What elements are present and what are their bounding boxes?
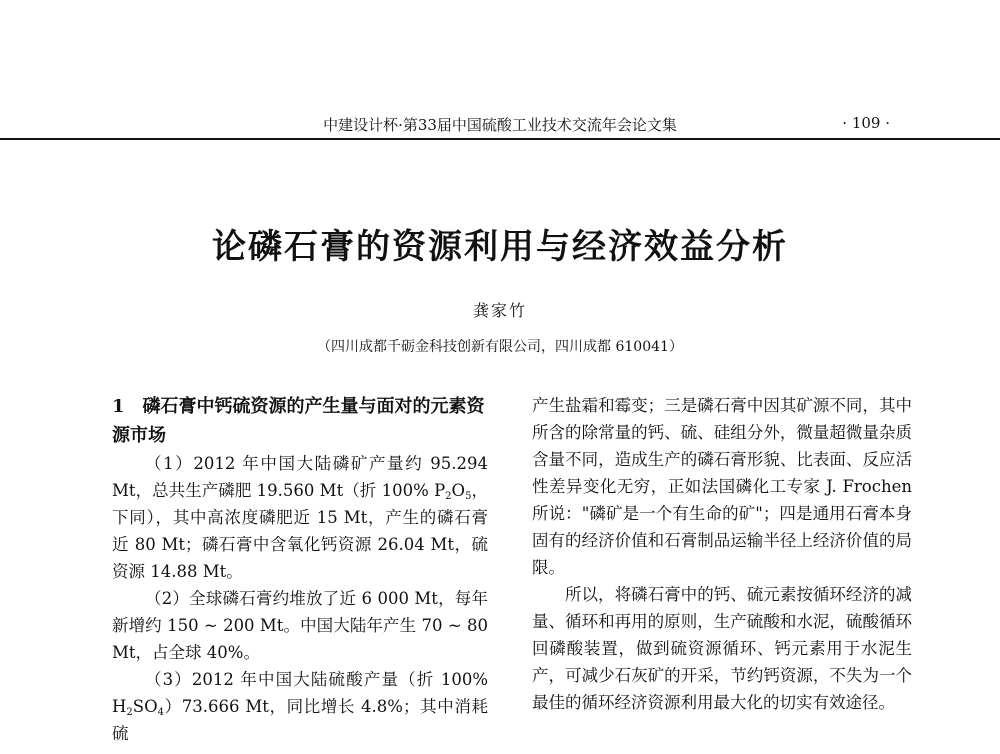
right-column — [532, 392, 912, 716]
running-header — [0, 112, 1000, 136]
paragraph-continued: 产生盐霜和霉变；三是磷石膏中因其矿源不同，其中所含的除常量的钙、硫、硅组分外，微量超微量杂质含量不同，造成生产的磷石膏形貌、比表面、反应活性差异变化无穷，正如法国磷化工专家 J. Frochen所说："磷矿是一个有生命的矿"；四是通用石膏本身固有的经济价值和石膏制品运输半径上经济价值的局限。 — [532, 396, 912, 577]
paragraph-1-3: （3）2012 年中国大陆硫酸产量（折 100% $H_2SO_4)73.666$ Mt，同比增长 4.8%；其中消耗硫 — [112, 670, 488, 743]
left-column — [112, 392, 488, 747]
journal-title: 中建设计杯·第33届中国硫酸工业技术交流年会论文集 — [323, 116, 677, 134]
paragraph-1-1: （1）2012 年中国大陆磷矿产量约 95.294 Mt，总共生产磷肥 19.560 Mt（折 100% $P_2O_5$，下同），其中高浓度磷肥近 15 Mt，产生的磷石膏近 80 Mt；磷石膏中含氧化钙资源 26.04 Mt，硫资源 14.88 Mt。 — [112, 454, 488, 581]
author-name: 龚家竹 — [472, 301, 527, 320]
paragraph-1-2: （2）全球磷石膏约堆放了近 6 000 Mt，每年新增约 150 ~ 200 Mt。中国大陆年产生 70 ~ 80 Mt，占全球 40%。 — [112, 589, 488, 662]
author-affiliation: （四川成都千砺金科技创新有限公司，四川成都 610041） — [317, 339, 683, 355]
page-number: · 109 · — [842, 114, 890, 132]
paragraph-conclusion: 所以，将磷石膏中的钙、硫元素按循环经济的减量、循环和再用的原则，生产硫酸和水泥，硫酸循环回磷酸装置，做到硫资源循环、钙元素用于水泥生产，可减少石灰矿的开采，节约钙资源，不失为一个最佳的循环经济资源利用最大化的切实有效途径。 — [532, 585, 912, 712]
paper-title: 论磷石膏的资源利用与经济效益分析 — [212, 227, 788, 267]
header-rule — [0, 138, 1000, 140]
section-1-heading: 1 磷石膏中钙硫资源的产生量与面对的元素资源市场 — [112, 396, 485, 446]
